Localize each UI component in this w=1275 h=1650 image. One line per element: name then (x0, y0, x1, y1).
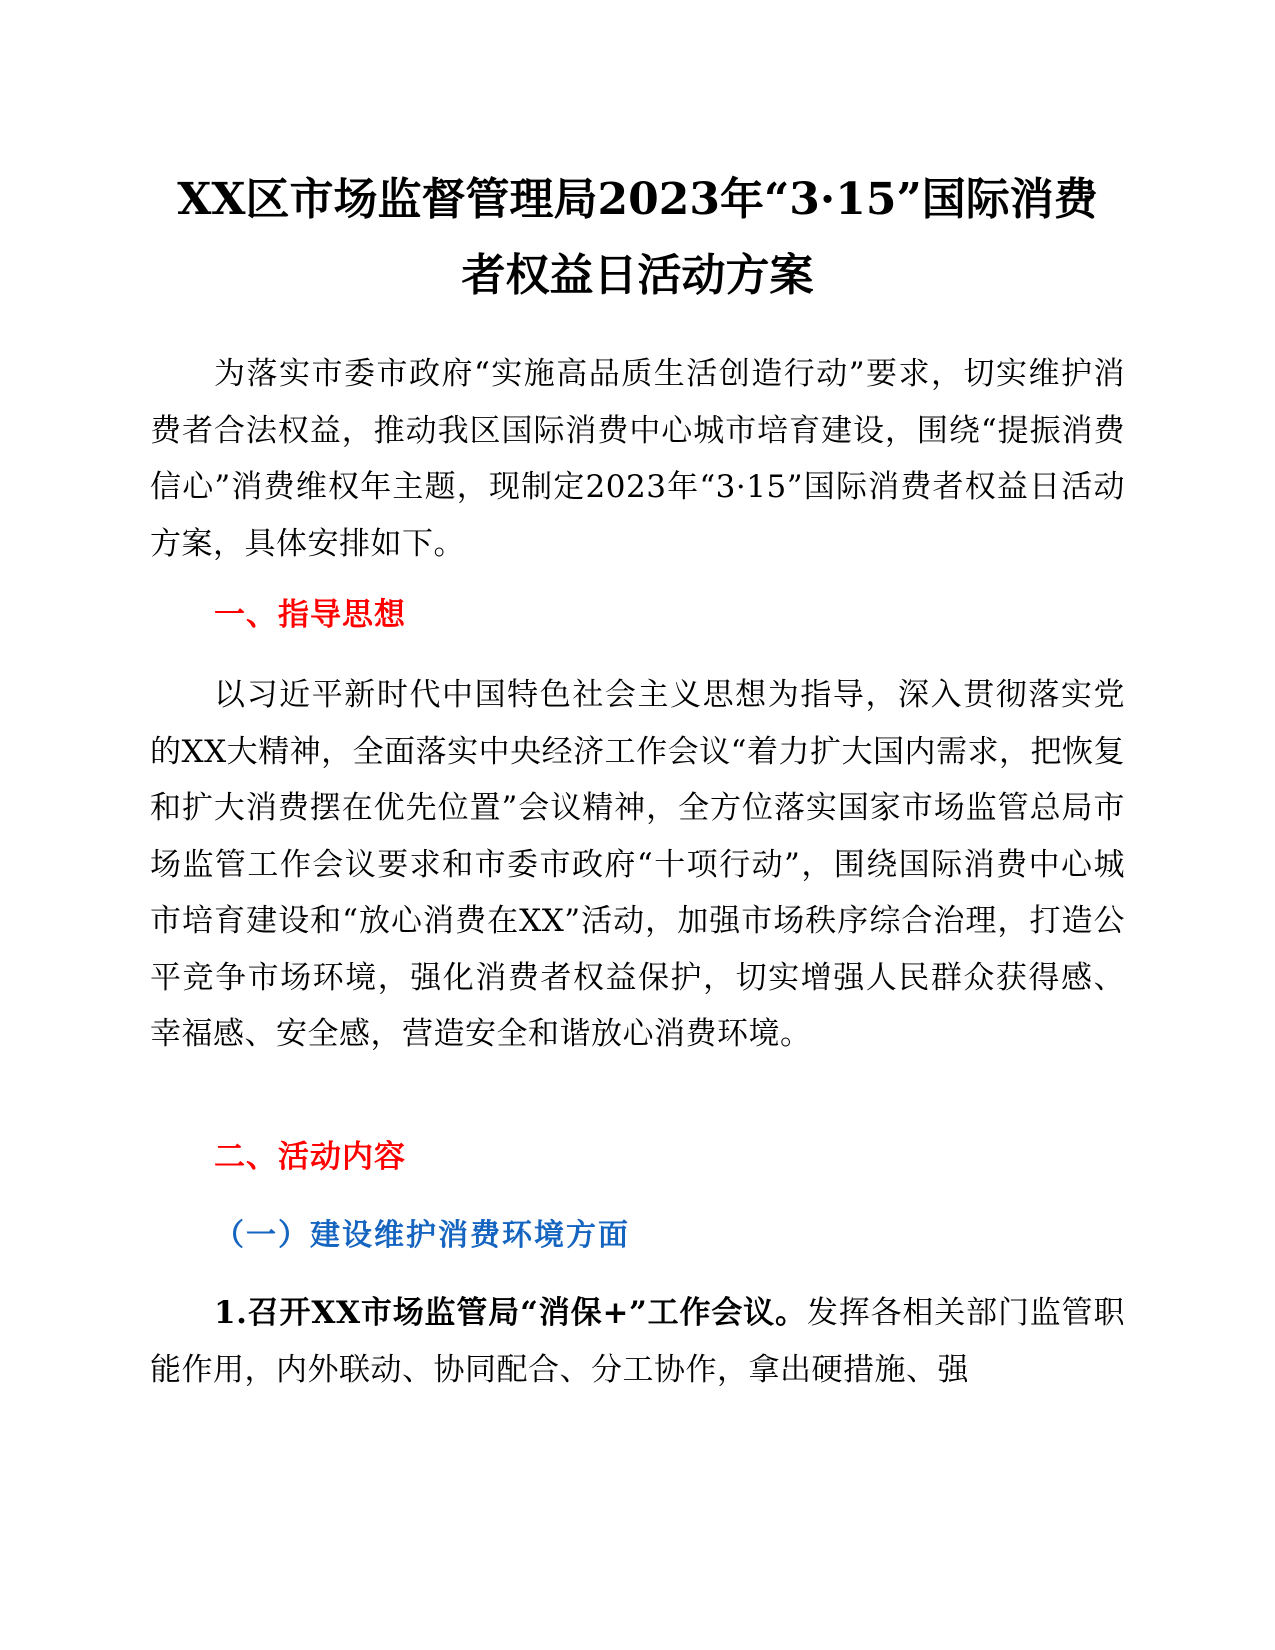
document-title-line-2: 者权益日活动方案 (461, 250, 814, 301)
subsection-1-heading: （一）建设维护消费环境方面 (214, 1218, 630, 1253)
section-1-heading: 一、指导思想 (214, 597, 406, 633)
section-2-heading: 二、活动内容 (214, 1139, 406, 1175)
item-1-body: 发挥各相关部门监管职能作用，内外联动、协同配合、分工协作，拿出硬措施、强 (150, 1295, 1126, 1388)
section-1-body: 以习近平新时代中国特色社会主义思想为指导，深入贯彻落实党的XX大精神，全面落实中央经济工作会议“着力扩大国内需求，把恢复和扩大消费摆在优先位置”会议精神，全方位落实国家市场监管总局市场监管工作会议要求和市委市政府“十项行动”，围绕国际消费中心城市培育建设和“放心消费在XX”活动，加强市场秩序综合治理，打造公平竞争市场环境，强化消费者权益保护，切实增强人民群众获得感、幸福感、安全感，营造安全和谐放心消费环境。 (150, 677, 1125, 1052)
document-title (120, 162, 1155, 314)
document-title-line-1: XX区市场监督管理局2023年“3·15”国际消费 (177, 174, 1098, 225)
item-1-lead: 1.召开XX市场监管局“消保+”工作会议。 (214, 1295, 807, 1331)
item-1-paragraph (150, 1285, 1125, 1398)
intro-paragraph: 为落实市委市政府“实施高品质生活创造行动”要求，切实维护消费者合法权益，推动我区国际消费中心城市培育建设，围绕“提振消费信心”消费维权年主题，现制定2023年“3·15”国际消费者权益日活动方案，具体安排如下。 (150, 356, 1125, 562)
